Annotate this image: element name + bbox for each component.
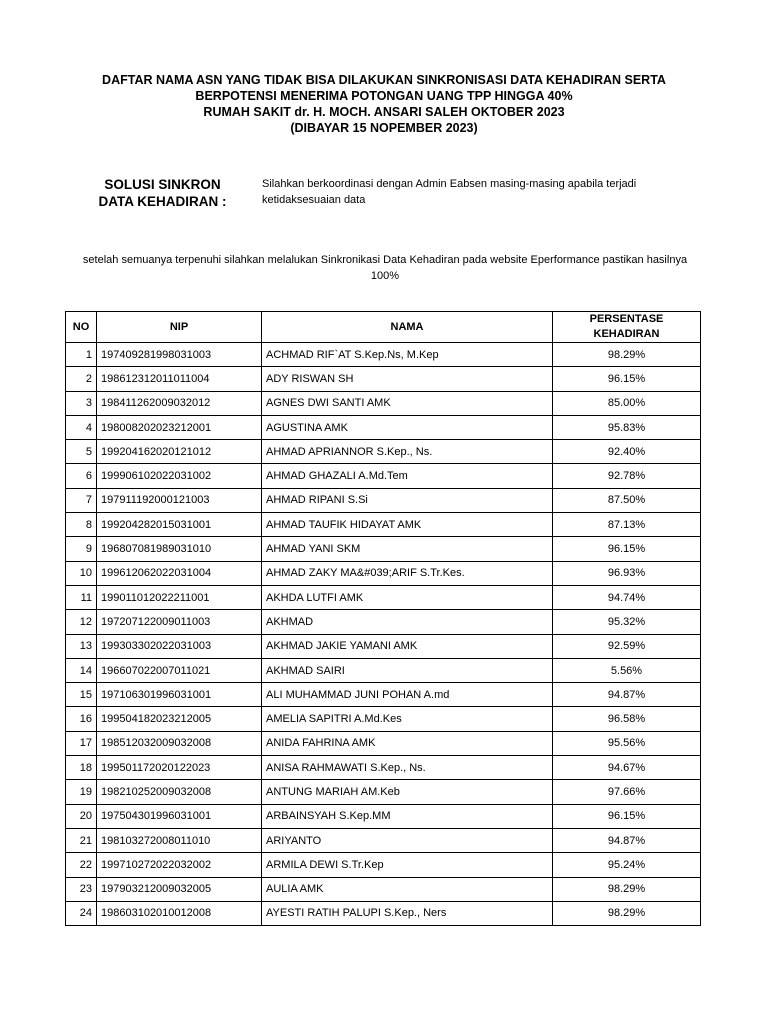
solusi-text: Silahkan berkoordinasi dengan Admin Eabsen masing-masing apabila terjadi ketidaksesuaian data	[262, 178, 637, 206]
cell-nama: AKHMAD SAIRI	[262, 658, 553, 682]
cell-persentase: 87.50%	[553, 488, 701, 512]
cell-no: 2	[66, 367, 97, 391]
cell-nip: 196607022007011021	[97, 658, 262, 682]
cell-nip: 198512032009032008	[97, 731, 262, 755]
cell-no: 5	[66, 440, 97, 464]
cell-nama: AHMAD GHAZALI A.Md.Tem	[262, 464, 553, 488]
table-row	[66, 756, 701, 780]
cell-persentase: 5.56%	[553, 658, 701, 682]
solusi-label-line-2: DATA KEHADIRAN :	[98, 194, 227, 209]
cell-persentase: 92.40%	[553, 440, 701, 464]
table-row	[66, 537, 701, 561]
table-row	[66, 610, 701, 634]
cell-no: 21	[66, 828, 97, 852]
cell-nip: 199710272022032002	[97, 853, 262, 877]
cell-nama: ACHMAD RIF`AT S.Kep.Ns, M.Kep	[262, 343, 553, 367]
cell-no: 8	[66, 513, 97, 537]
cell-no: 12	[66, 610, 97, 634]
cell-nama: ARBAINSYAH S.Kep.MM	[262, 804, 553, 828]
table-row	[66, 804, 701, 828]
table-row	[66, 828, 701, 852]
cell-nip: 199011012022211001	[97, 585, 262, 609]
cell-nama: AHMAD YANI SKM	[262, 537, 553, 561]
cell-nama: AHMAD ZAKY MA&#039;ARIF S.Tr.Kes.	[262, 561, 553, 585]
cell-persentase: 92.78%	[553, 464, 701, 488]
cell-no: 7	[66, 488, 97, 512]
solusi-label	[80, 176, 245, 210]
cell-no: 1	[66, 343, 97, 367]
cell-no: 13	[66, 634, 97, 658]
cell-persentase: 95.24%	[553, 853, 701, 877]
cell-persentase: 96.93%	[553, 561, 701, 585]
solusi-label-line-1: SOLUSI SINKRON	[104, 177, 221, 192]
table-row	[66, 440, 701, 464]
cell-persentase: 94.87%	[553, 828, 701, 852]
cell-no: 9	[66, 537, 97, 561]
cell-no: 10	[66, 561, 97, 585]
table-row	[66, 853, 701, 877]
cell-persentase: 96.15%	[553, 804, 701, 828]
cell-no: 17	[66, 731, 97, 755]
cell-persentase: 96.58%	[553, 707, 701, 731]
cell-nama: AULIA AMK	[262, 877, 553, 901]
table-row	[66, 464, 701, 488]
cell-nip: 197504301996031001	[97, 804, 262, 828]
cell-nip: 198411262009032012	[97, 391, 262, 415]
cell-nama: AYESTI RATIH PALUPI S.Kep., Ners	[262, 901, 553, 925]
table-row	[66, 683, 701, 707]
table-row	[66, 707, 701, 731]
cell-persentase: 95.56%	[553, 731, 701, 755]
cell-persentase: 94.67%	[553, 756, 701, 780]
table-header-row	[66, 312, 701, 343]
cell-nip: 197409281998031003	[97, 343, 262, 367]
cell-nip: 199504182023212005	[97, 707, 262, 731]
cell-nama: ALI MUHAMMAD JUNI POHAN A.md	[262, 683, 553, 707]
cell-nip: 198210252009032008	[97, 780, 262, 804]
cell-persentase: 94.87%	[553, 683, 701, 707]
cell-persentase: 98.29%	[553, 901, 701, 925]
header-nama: NAMA	[262, 312, 553, 343]
cell-no: 23	[66, 877, 97, 901]
cell-nip: 199612062022031004	[97, 561, 262, 585]
cell-no: 20	[66, 804, 97, 828]
cell-nama: ANTUNG MARIAH AM.Keb	[262, 780, 553, 804]
cell-no: 16	[66, 707, 97, 731]
cell-nip: 198603102010012008	[97, 901, 262, 925]
cell-no: 15	[66, 683, 97, 707]
cell-nip: 197903212009032005	[97, 877, 262, 901]
table-row	[66, 367, 701, 391]
title-line-4: (DIBAYAR 15 NOPEMBER 2023)	[290, 121, 478, 135]
cell-no: 22	[66, 853, 97, 877]
cell-no: 14	[66, 658, 97, 682]
table-row	[66, 488, 701, 512]
table-row	[66, 658, 701, 682]
cell-nip: 197106301996031001	[97, 683, 262, 707]
cell-nama: ARMILA DEWI S.Tr.Kep	[262, 853, 553, 877]
cell-persentase: 98.29%	[553, 877, 701, 901]
table-row	[66, 877, 701, 901]
cell-no: 6	[66, 464, 97, 488]
cell-no: 3	[66, 391, 97, 415]
cell-nama: AGNES DWI SANTI AMK	[262, 391, 553, 415]
cell-nama: AHMAD APRIANNOR S.Kep., Ns.	[262, 440, 553, 464]
table-row	[66, 634, 701, 658]
cell-nip: 198612312011011004	[97, 367, 262, 391]
table-body	[66, 343, 701, 926]
cell-persentase: 94.74%	[553, 585, 701, 609]
title-line-2: BERPOTENSI MENERIMA POTONGAN UANG TPP HINGGA 40%	[195, 89, 573, 103]
header-nip: NIP	[97, 312, 262, 343]
title-line-3: RUMAH SAKIT dr. H. MOCH. ANSARI SALEH OKTOBER 2023	[203, 105, 565, 119]
cell-persentase: 96.15%	[553, 367, 701, 391]
cell-nama: AHMAD TAUFIK HIDAYAT AMK	[262, 513, 553, 537]
cell-nip: 199906102022031002	[97, 464, 262, 488]
attendance-table	[65, 311, 701, 926]
cell-persentase: 98.29%	[553, 343, 701, 367]
title-line-1: DAFTAR NAMA ASN YANG TIDAK BISA DILAKUKAN SINKRONISASI DATA KEHADIRAN SERTA	[102, 73, 666, 87]
cell-nip: 198103272008011010	[97, 828, 262, 852]
cell-no: 18	[66, 756, 97, 780]
cell-persentase: 85.00%	[553, 391, 701, 415]
cell-persentase: 96.15%	[553, 537, 701, 561]
cell-nama: ARIYANTO	[262, 828, 553, 852]
cell-nip: 197911192000121003	[97, 488, 262, 512]
cell-nama: AKHMAD JAKIE YAMANI AMK	[262, 634, 553, 658]
header-persentase: PERSENTASE KEHADIRAN	[553, 312, 701, 343]
table-row	[66, 415, 701, 439]
cell-nama: AHMAD RIPANI S.Si	[262, 488, 553, 512]
cell-nip: 198008202023212001	[97, 415, 262, 439]
table-row	[66, 780, 701, 804]
cell-no: 4	[66, 415, 97, 439]
document-title	[0, 72, 768, 136]
cell-no: 11	[66, 585, 97, 609]
cell-nama: AKHDA LUTFI AMK	[262, 585, 553, 609]
cell-nip: 196807081989031010	[97, 537, 262, 561]
cell-no: 19	[66, 780, 97, 804]
cell-nama: ANIDA FAHRINA AMK	[262, 731, 553, 755]
cell-persentase: 95.32%	[553, 610, 701, 634]
cell-nip: 199204162020121012	[97, 440, 262, 464]
table-row	[66, 585, 701, 609]
cell-persentase: 87.13%	[553, 513, 701, 537]
cell-nip: 197207122009011003	[97, 610, 262, 634]
cell-nama: AMELIA SAPITRI A.Md.Kes	[262, 707, 553, 731]
cell-nama: AGUSTINA AMK	[262, 415, 553, 439]
cell-nip: 199303302022031003	[97, 634, 262, 658]
cell-persentase: 95.83%	[553, 415, 701, 439]
cell-nip: 199501172020122023	[97, 756, 262, 780]
table-row	[66, 391, 701, 415]
header-no: NO	[66, 312, 97, 343]
table-row	[66, 731, 701, 755]
cell-nama: ADY RISWAN SH	[262, 367, 553, 391]
cell-nip: 199204282015031001	[97, 513, 262, 537]
cell-persentase: 92.59%	[553, 634, 701, 658]
table-row	[66, 561, 701, 585]
cell-no: 24	[66, 901, 97, 925]
table-row	[66, 901, 701, 925]
table-row	[66, 343, 701, 367]
cell-nama: AKHMAD	[262, 610, 553, 634]
cell-persentase: 97.66%	[553, 780, 701, 804]
instruction-note: setelah semuanya terpenuhi silahkan melalukan Sinkronikasi Data Kehadiran pada website Eperformance pastikan hasilnya 100%	[82, 254, 688, 282]
table-row	[66, 513, 701, 537]
cell-nama: ANISA RAHMAWATI S.Kep., Ns.	[262, 756, 553, 780]
